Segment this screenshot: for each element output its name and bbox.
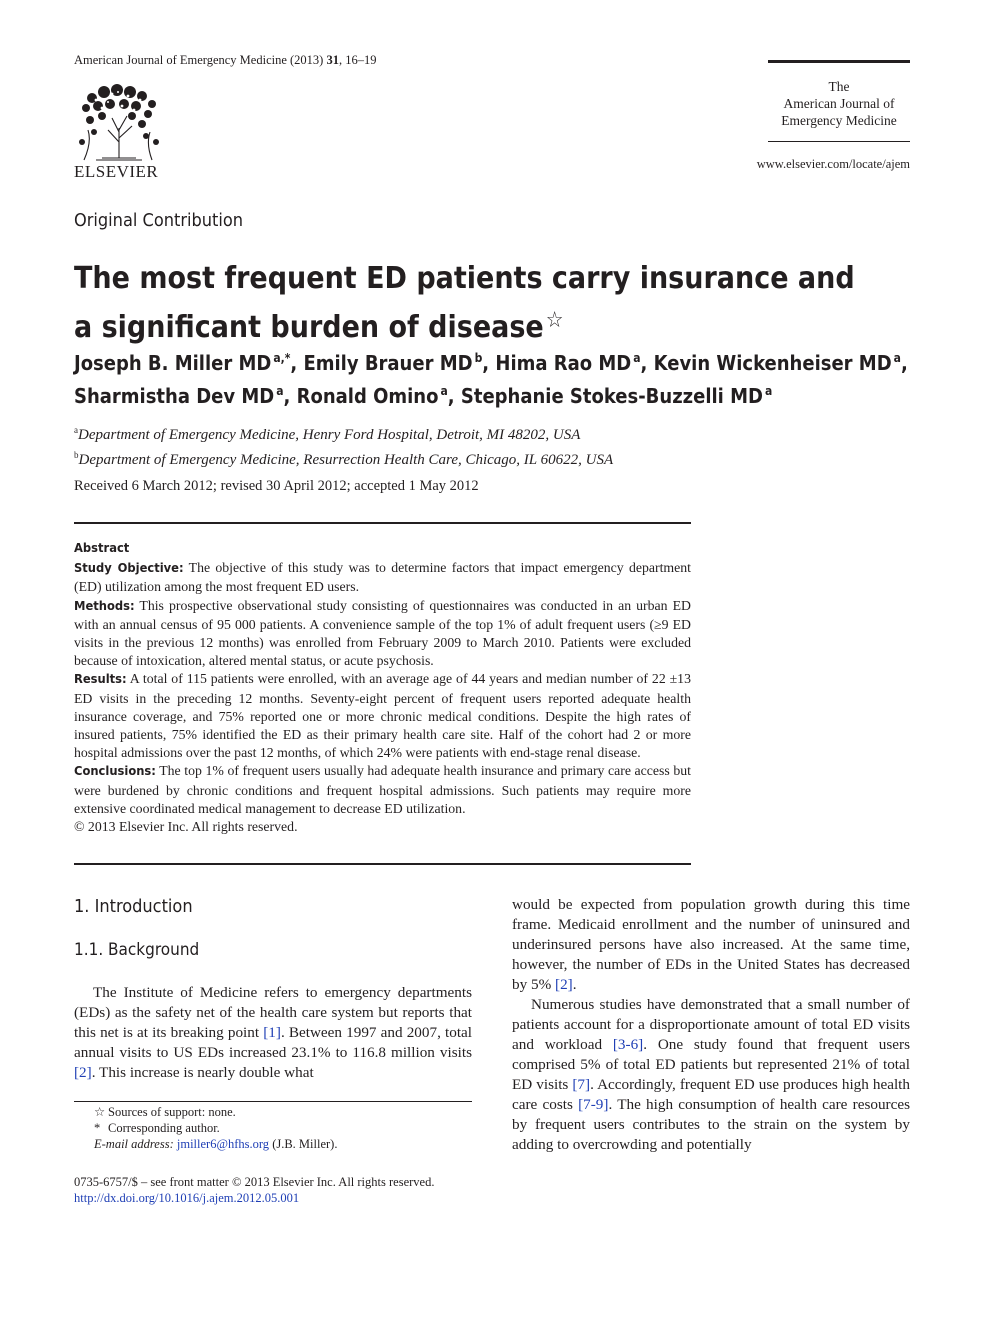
abstract-conclusions: Conclusions: The top 1% of frequent users usually had adequate health insurance and primary care access but were burdened by chronic conditions and frequent hospital admissions. Such patients may require more extensive coordinated medical management to decrease ED utilization. [74, 763, 692, 816]
body-left-column [74, 983, 472, 1083]
journal-logo-bottom-rule [768, 141, 910, 142]
article-history-dates: Received 6 March 2012; revised 30 April 2012; accepted 1 May 2012 [74, 478, 479, 494]
affiliation: $^a$Department of Emergency Medicine, Henry Ford Hospital, Detroit, MI 48202, USA [74, 425, 581, 443]
affiliation: $^b$Department of Emergency Medicine, Resurrection Health Care, Chicago, IL 60622, USA [74, 450, 614, 468]
author-name[interactable]: Sharmistha Dev MD [74, 384, 275, 408]
author-list: Joseph B. Miller MD $^{a,*}$, Emily Brauer MD $^b$, Hima Rao MD $^a$, Kevin Wickenheiser MD $^a$, Sharmistha Dev MD $^a$, Ronald Omino $^a$, Stephanie Stokes-Buzzelli MD $^a$ [74, 351, 908, 408]
issn-line: 0735-6757/$ – see front matter © 2013 Elsevier Inc. All rights reserved. [74, 1175, 435, 1189]
abstract-copyright: © 2013 Elsevier Inc. All rights reserved. [74, 819, 298, 835]
reference-link[interactable]: [2] [555, 976, 573, 993]
author-name[interactable]: Joseph B. Miller MD [74, 351, 272, 375]
author-name[interactable]: Emily Brauer MD [303, 351, 473, 375]
abstract-objective: Study Objective: The objective of this study was to determine factors that impact emergency department (ED) utilization among the most frequent ED users. [74, 560, 692, 595]
body-paragraph: Numerous studies have demonstrated that a small number of patients account for a disproportionate amount of total ED visits and workload [3-6]. One study found that frequent users comprised 5% of total ED patients but represented 21% of total ED visits [7]. Accordingly, frequent ED use produces high health care costs [7-9]. The high consumption of health care resources by frequent users contributes to the strain on the system by adding to overcrowding and potentially [512, 996, 911, 1153]
author-email-link[interactable]: jmiller6@hfhs.org [176, 1137, 270, 1151]
footnote-support: ☆ Sources of support: none. [94, 1105, 236, 1119]
author-name[interactable]: Hima Rao MD [495, 351, 632, 375]
journal-citation: American Journal of Emergency Medicine (2013) 31, 16–19 [74, 53, 377, 67]
title-footnote-star-icon[interactable]: ☆ [545, 308, 564, 333]
journal-logo-name: The American Journal of Emergency Medicine [781, 79, 897, 128]
author-name[interactable]: Kevin Wickenheiser MD [653, 351, 892, 375]
footnote-corresponding: * Corresponding author. [94, 1121, 220, 1135]
footnote-rule [74, 1101, 472, 1102]
abstract-bottom-rule [74, 863, 691, 865]
body-paragraph: would be expected from population growth during this time frame. Medicaid enrollment and the number of uninsured and underinsured persons have also increased. At the same time, however, the number of EDs in the United States has decreased by 5% [2]. [512, 896, 910, 993]
reference-link[interactable]: [7-9] [578, 1096, 609, 1113]
body-paragraph: The Institute of Medicine refers to emergency departments (EDs) as the safety net of the health care system but reports that this net is at its breaking point [1]. Between 1997 and 2007, total annual visits to US EDs increased 23.1% to 116.8 million visits [2]. This increase is nearly double what [74, 984, 472, 1081]
subsection-heading-background: 1.1. Background [74, 940, 200, 960]
abstract-top-rule [74, 522, 691, 524]
journal-url[interactable]: www.elsevier.com/locate/ajem [756, 157, 910, 171]
doi-link[interactable]: http://dx.doi.org/10.1016/j.ajem.2012.05.001 [74, 1191, 300, 1205]
affiliations [74, 420, 613, 470]
reference-link[interactable]: [2] [74, 1064, 92, 1081]
author-name[interactable]: Stephanie Stokes-Buzzelli MD [460, 384, 763, 408]
star-footnote-icon: ☆ [94, 1105, 106, 1119]
abstract-methods: Methods: This prospective observational study consisting of questionnaires was conducted in an urban ED with an annual census of 95 000 patients. A convenience sample of the top 1% of adult frequent users (≥9 ED visits in the previous 12 months) was enrolled from February 2009 to March 2010. Patients were excluded because of intoxication, altered mental status, or acute psychosis. [74, 597, 691, 669]
footnote-email: E-mail address: jmiller6@hfhs.org (J.B. Miller). [94, 1137, 338, 1151]
elsevier-wordmark: ELSEVIER [74, 162, 159, 181]
issn-block [74, 1174, 434, 1206]
abstract-results: Results: A total of 115 patients were enrolled, with an average age of 44 years and median number of 22 ±13 ED visits in the preceding 12 months. Seventy-eight percent of frequent users reported adequate health insurance coverage, and 75% reported one or more chronic medical conditions. Despite the high rates of insured patients, 75% identified the ED as their primary health care site. Half of the cohort had 2 or more hospital admissions over the past 12 months, of which 24% were patients with end-stage renal disease. [74, 671, 691, 761]
section-heading-introduction: 1. Introduction [74, 896, 193, 917]
section-label: Original Contribution [74, 210, 244, 231]
reference-link[interactable]: [7] [572, 1076, 591, 1093]
author-name[interactable]: Ronald Omino [296, 384, 439, 408]
reference-link[interactable]: [3-6] [612, 1036, 644, 1053]
article-title: The most frequent ED patients carry insurance and a significant burden of disease☆ [74, 261, 855, 345]
journal-logo-top-rule [768, 60, 910, 63]
reference-link[interactable]: [1] [263, 1024, 281, 1041]
abstract-heading: Abstract [74, 541, 130, 556]
abstract [74, 540, 691, 836]
footnotes [94, 1104, 337, 1152]
body-right-column [512, 895, 910, 1155]
